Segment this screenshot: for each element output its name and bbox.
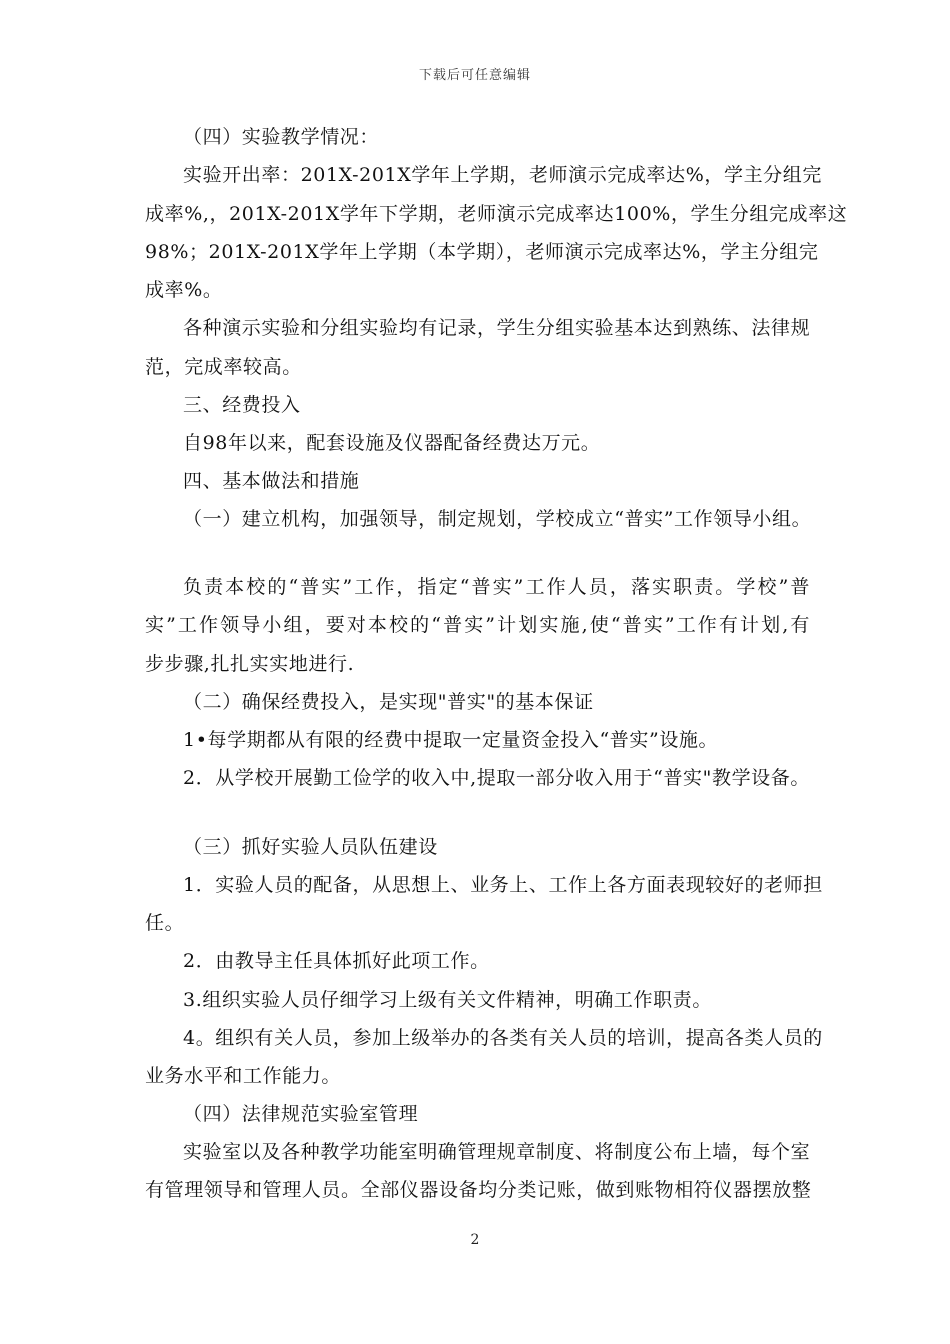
text-line: 各种演示实验和分组实验均有记录，学生分组实验基本达到熟练、法律规 xyxy=(183,317,811,339)
text-line: 98%；201X-201X学年上学期（本学期），老师演示完成率达%，学主分组完 xyxy=(145,241,819,263)
subsection-heading: （三）抓好实验人员队伍建设 xyxy=(183,836,438,858)
subsection-heading: （二）确保经费投入，是实现"普实"的基本保证 xyxy=(183,691,594,713)
text-line: 业务水平和工作能力。 xyxy=(145,1065,342,1087)
text-line: 自98年以来，配套设施及仪器配备经费达万元。 xyxy=(183,432,601,454)
page-header: 下载后可任意编辑 xyxy=(418,68,531,83)
subsection-heading: （四）法律规范实验室管理 xyxy=(183,1103,419,1125)
text-line: 任。 xyxy=(145,912,185,934)
text-line: 有管理领导和管理人员。全部仪器设备均分类记账，做到账物相符仪器摆放整 xyxy=(145,1179,812,1201)
text-line: 成率%,，201X-201X学年下学期，老师演示完成率达100%，学生分组完成率这 xyxy=(145,203,848,225)
page-number: 2 xyxy=(470,1232,480,1248)
text-line: 2．由教导主任具体抓好此项工作。 xyxy=(183,950,490,972)
text-line: 4。组织有关人员，参加上级举办的各类有关人员的培训，提高各类人员的 xyxy=(183,1027,823,1049)
text-line: 1．实验人员的配备，从思想上、业务上、工作上各方面表现较好的老师担 xyxy=(183,874,823,896)
text-line: 实验室以及各种教学功能室明确管理规章制度、将制度公布上墙，每个室 xyxy=(183,1141,811,1163)
text-line: 3.组织实验人员仔细学习上级有关文件精神，明确工作职责。 xyxy=(183,989,712,1011)
text-line: 成率%。 xyxy=(145,279,223,301)
text-line: （一）建立机构，加强领导，制定规划，学校成立“普实”工作领导小组。 xyxy=(183,508,812,530)
text-line: 1•每学期都从有限的经费中提取一定量资金投入“普实”设施。 xyxy=(183,729,719,751)
text-line: 步步骤,扎扎实实地进行. xyxy=(145,653,355,675)
text-line: 负责本校的“普实”工作，指定“普实”工作人员，落实职责。学校”普 xyxy=(183,576,810,598)
text-line: （四）实验教学情况： xyxy=(183,126,380,148)
text-line: 实”工作领导小组，要对本校的“普实”计划实施,使“普实”工作有计划,有 xyxy=(145,614,810,636)
text-line: 实验开出率：201X-201X学年上学期，老师演示完成率达%，学主分组完 xyxy=(183,164,822,186)
text-line: 范，完成率较高。 xyxy=(145,356,302,378)
section-heading: 四、基本做法和措施 xyxy=(183,470,360,492)
section-heading: 三、经费投入 xyxy=(183,394,301,416)
text-line: 2．从学校开展勤工俭学的收入中,提取一部分收入用于“普实"教学设备。 xyxy=(183,767,810,789)
